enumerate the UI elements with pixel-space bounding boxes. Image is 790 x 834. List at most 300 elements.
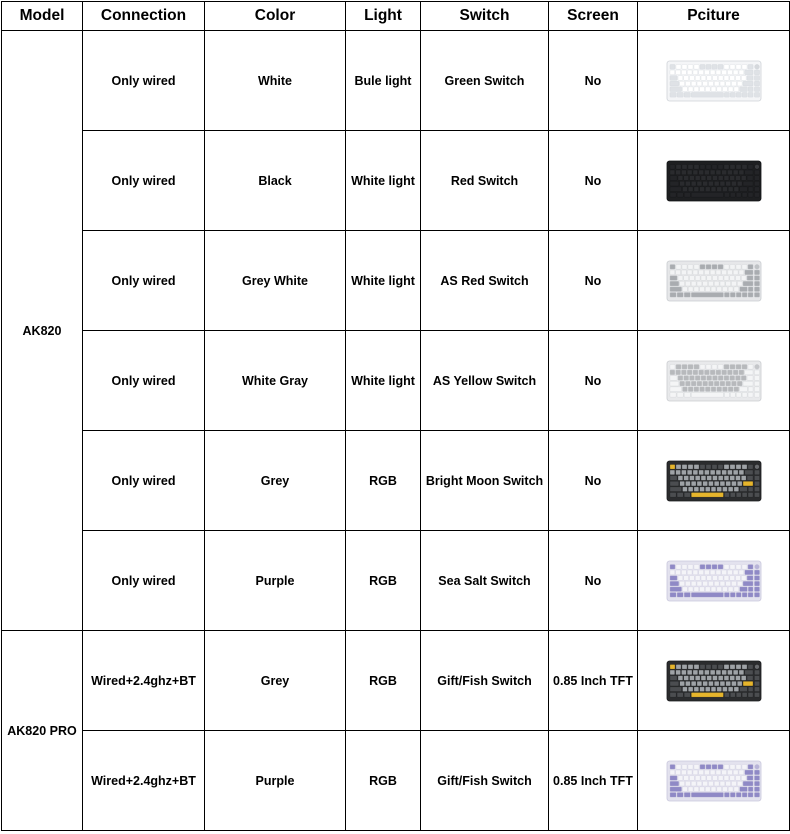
keycap bbox=[683, 275, 688, 280]
table-row bbox=[2, 431, 790, 531]
keycap bbox=[687, 370, 692, 375]
keycap bbox=[689, 775, 694, 780]
keycap bbox=[738, 370, 743, 375]
keycap bbox=[742, 392, 747, 397]
keycap bbox=[669, 192, 675, 197]
keycap bbox=[711, 786, 716, 791]
keycap bbox=[675, 70, 680, 75]
keycap bbox=[718, 475, 723, 480]
keycap bbox=[687, 664, 692, 669]
keycap bbox=[729, 175, 734, 180]
keycap bbox=[704, 70, 709, 75]
keycap bbox=[727, 170, 732, 175]
light-cell: White light bbox=[346, 131, 421, 231]
keycap bbox=[699, 486, 704, 491]
keycap bbox=[717, 364, 722, 369]
keycap bbox=[705, 364, 710, 369]
keycap bbox=[691, 481, 696, 486]
connection-cell: Wired+2.4ghz+BT bbox=[83, 731, 205, 831]
switch-cell: Gift/Fish Switch bbox=[421, 631, 549, 731]
keycap bbox=[739, 286, 747, 291]
keycap bbox=[681, 564, 686, 569]
keycap bbox=[748, 86, 753, 91]
keycap bbox=[741, 375, 746, 380]
keycap bbox=[699, 786, 704, 791]
keycap bbox=[744, 770, 752, 775]
keycap bbox=[712, 675, 717, 680]
keycap bbox=[677, 192, 683, 197]
keycap bbox=[689, 575, 694, 580]
keycap bbox=[754, 81, 759, 86]
keycap bbox=[729, 264, 734, 269]
keycap bbox=[708, 281, 713, 286]
keycap bbox=[698, 270, 703, 275]
keycap bbox=[679, 181, 684, 186]
keycap bbox=[669, 164, 674, 169]
keycap bbox=[733, 386, 738, 391]
keycap bbox=[669, 275, 676, 280]
keycap bbox=[738, 570, 743, 575]
keycap bbox=[737, 781, 742, 786]
keycap bbox=[699, 386, 704, 391]
keycap bbox=[754, 586, 759, 591]
keycap bbox=[742, 692, 747, 697]
keycap bbox=[735, 764, 740, 769]
keycap bbox=[733, 86, 738, 91]
keycap bbox=[669, 586, 681, 591]
keycap bbox=[754, 375, 759, 380]
connection-cell: Only wired bbox=[83, 231, 205, 331]
keycap bbox=[710, 570, 715, 575]
keycap bbox=[747, 464, 752, 469]
keycap bbox=[716, 86, 721, 91]
keycap bbox=[733, 286, 738, 291]
keycap bbox=[741, 64, 746, 69]
keycap bbox=[692, 770, 697, 775]
keycap bbox=[692, 570, 697, 575]
table-row bbox=[2, 31, 790, 131]
keycap bbox=[705, 464, 710, 469]
keycap bbox=[679, 281, 684, 286]
keycap bbox=[725, 781, 730, 786]
keycap bbox=[691, 681, 696, 686]
keycap bbox=[738, 770, 743, 775]
keycap bbox=[693, 264, 698, 269]
keycap bbox=[737, 581, 742, 586]
keycap bbox=[681, 570, 686, 575]
keycap bbox=[754, 486, 759, 491]
screen-cell: No bbox=[549, 331, 638, 431]
keycap bbox=[675, 470, 680, 475]
picture-cell bbox=[638, 631, 790, 731]
header-picture: Pciture bbox=[638, 2, 790, 31]
keycap bbox=[718, 575, 723, 580]
keycap bbox=[708, 481, 713, 486]
keycap bbox=[688, 386, 693, 391]
keycap bbox=[692, 170, 697, 175]
keycap bbox=[748, 786, 753, 791]
keycap bbox=[684, 492, 690, 497]
keycap bbox=[699, 286, 704, 291]
keycap bbox=[748, 792, 753, 797]
keycap bbox=[681, 370, 686, 375]
keycap bbox=[735, 264, 740, 269]
keycap bbox=[718, 375, 723, 380]
keycap bbox=[711, 464, 716, 469]
keycap bbox=[691, 592, 723, 597]
keycap bbox=[744, 170, 752, 175]
keycap bbox=[754, 681, 759, 686]
keycap bbox=[754, 392, 759, 397]
light-cell: RGB bbox=[346, 431, 421, 531]
keycap bbox=[741, 364, 746, 369]
keycap bbox=[669, 675, 676, 680]
keycap bbox=[747, 764, 752, 769]
keyboard-image bbox=[666, 560, 762, 602]
keycap bbox=[754, 175, 759, 180]
keycap bbox=[693, 164, 698, 169]
color-cell: White bbox=[205, 31, 346, 131]
keycap bbox=[701, 675, 706, 680]
keycap bbox=[727, 570, 732, 575]
keycap bbox=[723, 364, 728, 369]
keycap bbox=[722, 286, 727, 291]
keycap bbox=[754, 186, 759, 191]
keycap bbox=[735, 364, 740, 369]
model-cell: AK820 PRO bbox=[2, 631, 83, 831]
keycap bbox=[692, 270, 697, 275]
keycap bbox=[684, 92, 690, 97]
keycap bbox=[685, 381, 690, 386]
keycap bbox=[693, 86, 698, 91]
keycap bbox=[723, 264, 728, 269]
keycap bbox=[687, 770, 692, 775]
keycap bbox=[727, 670, 732, 675]
picture-cell bbox=[638, 131, 790, 231]
keycap bbox=[715, 270, 720, 275]
keycap bbox=[705, 386, 710, 391]
keycap bbox=[688, 86, 693, 91]
keycap bbox=[718, 175, 723, 180]
keycap bbox=[715, 70, 720, 75]
keycap bbox=[708, 681, 713, 686]
picture-cell bbox=[638, 231, 790, 331]
keycap bbox=[722, 86, 727, 91]
keycap bbox=[675, 64, 680, 69]
keycap bbox=[747, 775, 753, 780]
keycap bbox=[754, 570, 759, 575]
keycap bbox=[669, 581, 678, 586]
keycap bbox=[705, 64, 710, 69]
keycap bbox=[733, 70, 738, 75]
keycap bbox=[711, 386, 716, 391]
keycap bbox=[735, 175, 740, 180]
keycap bbox=[695, 775, 700, 780]
keycap bbox=[712, 775, 717, 780]
keycap bbox=[725, 681, 730, 686]
keycap bbox=[754, 770, 759, 775]
keycap bbox=[699, 464, 704, 469]
keycap bbox=[723, 564, 728, 569]
keycap bbox=[691, 92, 723, 97]
keycap bbox=[741, 175, 746, 180]
keycap bbox=[723, 764, 728, 769]
keycap bbox=[754, 670, 759, 675]
keycap bbox=[705, 286, 710, 291]
keycap bbox=[682, 386, 687, 391]
keycap bbox=[735, 375, 740, 380]
keycap bbox=[741, 275, 746, 280]
keycap bbox=[688, 186, 693, 191]
keycap bbox=[754, 470, 759, 475]
keycap bbox=[669, 170, 674, 175]
table-row bbox=[2, 331, 790, 431]
keycap bbox=[681, 270, 686, 275]
keyboard-image bbox=[666, 460, 762, 502]
keycap bbox=[687, 70, 692, 75]
keycap bbox=[741, 164, 746, 169]
keycap bbox=[738, 470, 743, 475]
keycap bbox=[747, 164, 752, 169]
keycap bbox=[724, 475, 729, 480]
keycap bbox=[684, 192, 690, 197]
keycap bbox=[725, 281, 730, 286]
keycap bbox=[735, 575, 740, 580]
keycap bbox=[701, 475, 706, 480]
keyboard-image bbox=[666, 160, 762, 202]
header-switch: Switch bbox=[421, 2, 549, 31]
keycap bbox=[689, 375, 694, 380]
keycap bbox=[714, 681, 719, 686]
keycap bbox=[705, 786, 710, 791]
picture-cell bbox=[638, 531, 790, 631]
keycap bbox=[715, 470, 720, 475]
keycap bbox=[681, 164, 686, 169]
keycap bbox=[739, 486, 747, 491]
keycap bbox=[721, 470, 726, 475]
keycap bbox=[737, 181, 742, 186]
keycap bbox=[747, 75, 753, 80]
keycap bbox=[669, 292, 675, 297]
keycap bbox=[701, 575, 706, 580]
keycap bbox=[688, 786, 693, 791]
knob-icon bbox=[754, 464, 759, 469]
keycap bbox=[689, 75, 694, 80]
keycap bbox=[754, 70, 759, 75]
keycap bbox=[721, 570, 726, 575]
light-cell: RGB bbox=[346, 531, 421, 631]
keycap bbox=[743, 181, 753, 186]
knob-icon bbox=[754, 364, 759, 369]
keycap bbox=[731, 781, 736, 786]
keycap bbox=[681, 364, 686, 369]
connection-cell: Wired+2.4ghz+BT bbox=[83, 631, 205, 731]
keycap bbox=[720, 281, 725, 286]
keycap bbox=[721, 170, 726, 175]
keycap bbox=[688, 686, 693, 691]
keycap bbox=[701, 375, 706, 380]
keycap bbox=[669, 686, 681, 691]
keycap bbox=[696, 81, 701, 86]
keycap bbox=[675, 570, 680, 575]
switch-cell: AS Yellow Switch bbox=[421, 331, 549, 431]
keycap bbox=[691, 492, 723, 497]
keycap bbox=[704, 670, 709, 675]
keycap bbox=[688, 586, 693, 591]
keycap bbox=[742, 92, 747, 97]
keyboard-image bbox=[666, 760, 762, 802]
keycap bbox=[747, 275, 753, 280]
keycap bbox=[738, 670, 743, 675]
keycap bbox=[669, 470, 674, 475]
keycap bbox=[747, 175, 753, 180]
keycap bbox=[669, 286, 681, 291]
keycap bbox=[754, 381, 759, 386]
keycap bbox=[731, 381, 736, 386]
keycap bbox=[742, 592, 747, 597]
keycap bbox=[733, 670, 738, 675]
keycap bbox=[698, 470, 703, 475]
keycap bbox=[739, 786, 747, 791]
knob-icon bbox=[754, 664, 759, 669]
model-cell: AK820 bbox=[2, 31, 83, 631]
keycap bbox=[733, 786, 738, 791]
keycap bbox=[678, 175, 683, 180]
keycap bbox=[748, 686, 753, 691]
switch-cell: Red Switch bbox=[421, 131, 549, 231]
keycap bbox=[716, 786, 721, 791]
keycap bbox=[685, 181, 690, 186]
keycap bbox=[747, 664, 752, 669]
keycap bbox=[693, 364, 698, 369]
keycap bbox=[724, 192, 729, 197]
table-row bbox=[2, 131, 790, 231]
keycap bbox=[711, 264, 716, 269]
keycap bbox=[669, 770, 674, 775]
color-cell: Purple bbox=[205, 731, 346, 831]
keycap bbox=[729, 675, 734, 680]
keycap bbox=[695, 475, 700, 480]
keycap bbox=[735, 675, 740, 680]
keycap bbox=[691, 192, 723, 197]
keycap bbox=[669, 264, 674, 269]
keycap bbox=[717, 64, 722, 69]
keycap bbox=[699, 86, 704, 91]
keycap bbox=[728, 186, 733, 191]
keycap bbox=[741, 264, 746, 269]
keycap bbox=[675, 464, 680, 469]
keycap bbox=[687, 464, 692, 469]
keycap bbox=[682, 86, 687, 91]
keycap bbox=[681, 770, 686, 775]
keycap bbox=[717, 264, 722, 269]
keycap bbox=[693, 586, 698, 591]
keycap bbox=[729, 575, 734, 580]
keycap bbox=[716, 486, 721, 491]
connection-cell: Only wired bbox=[83, 331, 205, 431]
keycap bbox=[687, 264, 692, 269]
keycap bbox=[706, 575, 711, 580]
keycap bbox=[679, 681, 684, 686]
keycap bbox=[702, 781, 707, 786]
keycap bbox=[717, 664, 722, 669]
keycap bbox=[706, 175, 711, 180]
keycap bbox=[741, 464, 746, 469]
keycap bbox=[735, 475, 740, 480]
keycap bbox=[748, 192, 753, 197]
keycap bbox=[735, 164, 740, 169]
keycap bbox=[704, 570, 709, 575]
keycap bbox=[735, 664, 740, 669]
keycap bbox=[754, 286, 759, 291]
keycap bbox=[729, 164, 734, 169]
keycap bbox=[669, 570, 674, 575]
keycap bbox=[712, 475, 717, 480]
keycap bbox=[699, 364, 704, 369]
keycap bbox=[696, 781, 701, 786]
keycap bbox=[718, 775, 723, 780]
keycap bbox=[737, 381, 742, 386]
table-row bbox=[2, 531, 790, 631]
keycap bbox=[737, 281, 742, 286]
keycap bbox=[718, 675, 723, 680]
keycap bbox=[711, 164, 716, 169]
keycap bbox=[669, 786, 681, 791]
keycap bbox=[733, 370, 738, 375]
keycap bbox=[687, 564, 692, 569]
keycap bbox=[739, 386, 747, 391]
keycap bbox=[677, 692, 683, 697]
keycap bbox=[696, 281, 701, 286]
keycap bbox=[710, 470, 715, 475]
keycap bbox=[714, 581, 719, 586]
header-row bbox=[2, 2, 790, 31]
keycap bbox=[679, 481, 684, 486]
keycap bbox=[702, 181, 707, 186]
keycap bbox=[741, 664, 746, 669]
keycap bbox=[708, 381, 713, 386]
keycap bbox=[742, 492, 747, 497]
keycap bbox=[724, 292, 729, 297]
keycap bbox=[733, 686, 738, 691]
keycap bbox=[720, 581, 725, 586]
keycap bbox=[716, 586, 721, 591]
keycap bbox=[723, 664, 728, 669]
keycap bbox=[733, 186, 738, 191]
keycap bbox=[724, 392, 729, 397]
keycap bbox=[669, 181, 678, 186]
keycap bbox=[683, 375, 688, 380]
keycap bbox=[704, 770, 709, 775]
keycap bbox=[708, 181, 713, 186]
keycap bbox=[691, 581, 696, 586]
keycap bbox=[669, 92, 675, 97]
keycap bbox=[669, 364, 674, 369]
picture-cell bbox=[638, 731, 790, 831]
switch-cell: AS Red Switch bbox=[421, 231, 549, 331]
keycap bbox=[714, 481, 719, 486]
keycap bbox=[747, 475, 753, 480]
keycap bbox=[669, 81, 678, 86]
keycap bbox=[725, 81, 730, 86]
keycap bbox=[754, 481, 759, 486]
keycap bbox=[685, 81, 690, 86]
keycap bbox=[669, 681, 678, 686]
keycap bbox=[754, 370, 759, 375]
keyboard-image bbox=[666, 660, 762, 702]
keycap bbox=[733, 270, 738, 275]
keycap bbox=[718, 275, 723, 280]
